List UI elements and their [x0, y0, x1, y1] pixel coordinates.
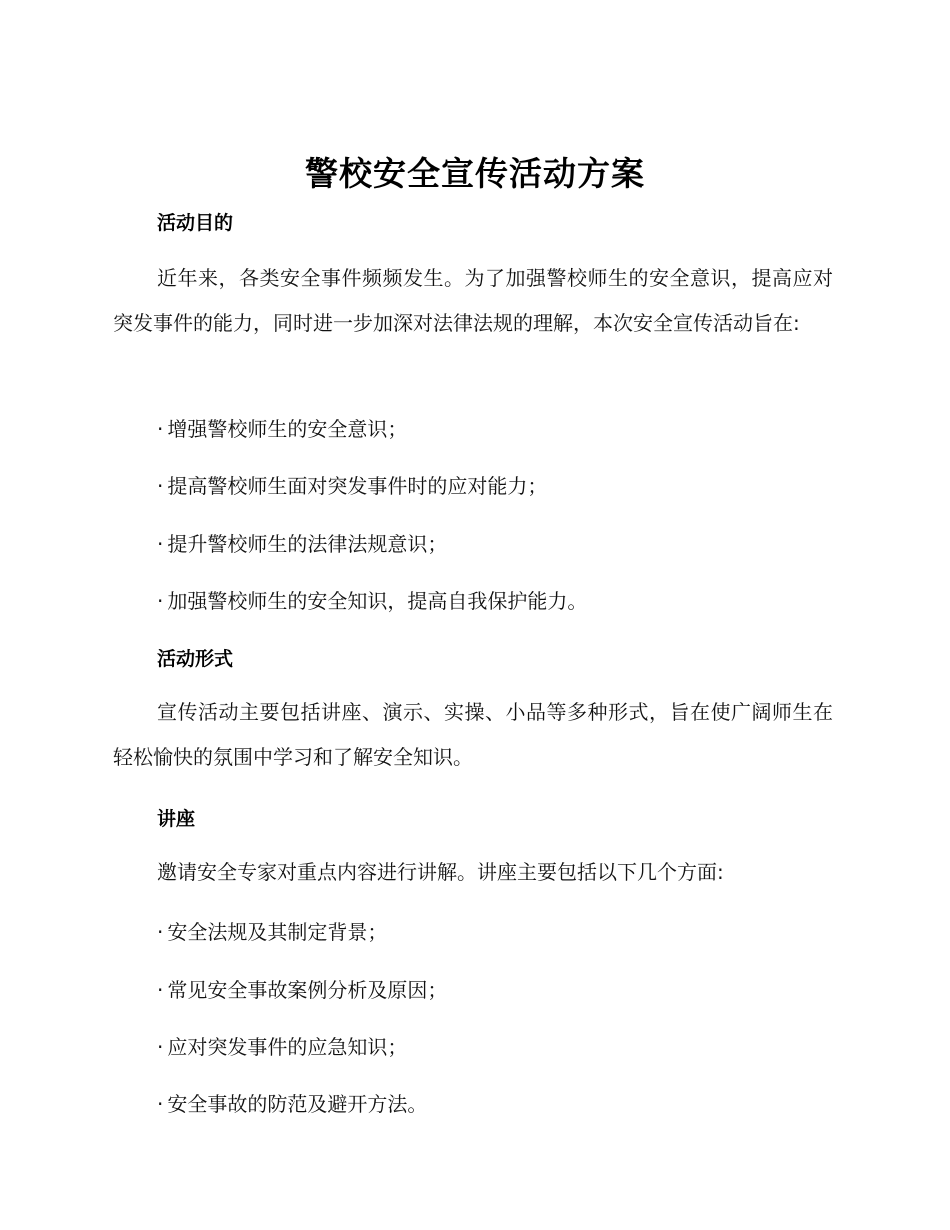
bullet-dot: ·	[157, 1035, 164, 1059]
purpose-intro-paragraph: 近年来，各类安全事件频频发生。为了加强警校师生的安全意识，提高应对突发事件的能力，同时进一步加深对法律法规的理解，本次安全宣传活动旨在:	[113, 266, 833, 335]
bullet-text: 安全事故的防范及避开方法。	[167, 1092, 428, 1116]
bullet-dot: ·	[157, 532, 164, 556]
bullet-text: 常见安全事故案例分析及原因；	[167, 978, 448, 1002]
section-heading-purpose: 活动目的	[157, 212, 234, 234]
bullet-text: 提升警校师生的法律法规意识；	[167, 532, 448, 556]
section-heading-form: 活动形式	[157, 648, 234, 670]
section-heading-lecture: 讲座	[157, 808, 196, 830]
lecture-bullet-2	[157, 974, 447, 1003]
bullet-text: 应对突发事件的应急知识；	[167, 1035, 408, 1059]
bullet-dot: ·	[157, 589, 164, 613]
bullet-text: 安全法规及其制定背景；	[167, 920, 388, 944]
purpose-bullet-1	[157, 413, 407, 442]
bullet-dot: ·	[157, 474, 164, 498]
bullet-dot: ·	[157, 417, 164, 441]
lecture-bullet-3	[157, 1031, 407, 1060]
purpose-bullet-2	[157, 470, 547, 499]
bullet-text: 加强警校师生的安全知识，提高自我保护能力。	[167, 589, 588, 613]
purpose-bullet-3	[157, 528, 447, 557]
form-paragraph: 宣传活动主要包括讲座、演示、实操、小品等多种形式，旨在使广阔师生在轻松愉快的氛围中学习和了解安全知识。	[113, 700, 833, 769]
document-title: 警校安全宣传活动方案	[305, 154, 645, 193]
lecture-intro-paragraph: 邀请安全专家对重点内容进行讲解。讲座主要包括以下几个方面:	[157, 860, 724, 884]
bullet-dot: ·	[157, 978, 164, 1002]
lecture-bullet-1	[157, 916, 387, 945]
bullet-text: 提高警校师生面对突发事件时的应对能力；	[167, 474, 548, 498]
bullet-text: 增强警校师生的安全意识；	[167, 417, 408, 441]
purpose-bullet-4	[157, 585, 587, 614]
bullet-dot: ·	[157, 920, 164, 944]
bullet-dot: ·	[157, 1092, 164, 1116]
lecture-bullet-4	[157, 1088, 427, 1117]
